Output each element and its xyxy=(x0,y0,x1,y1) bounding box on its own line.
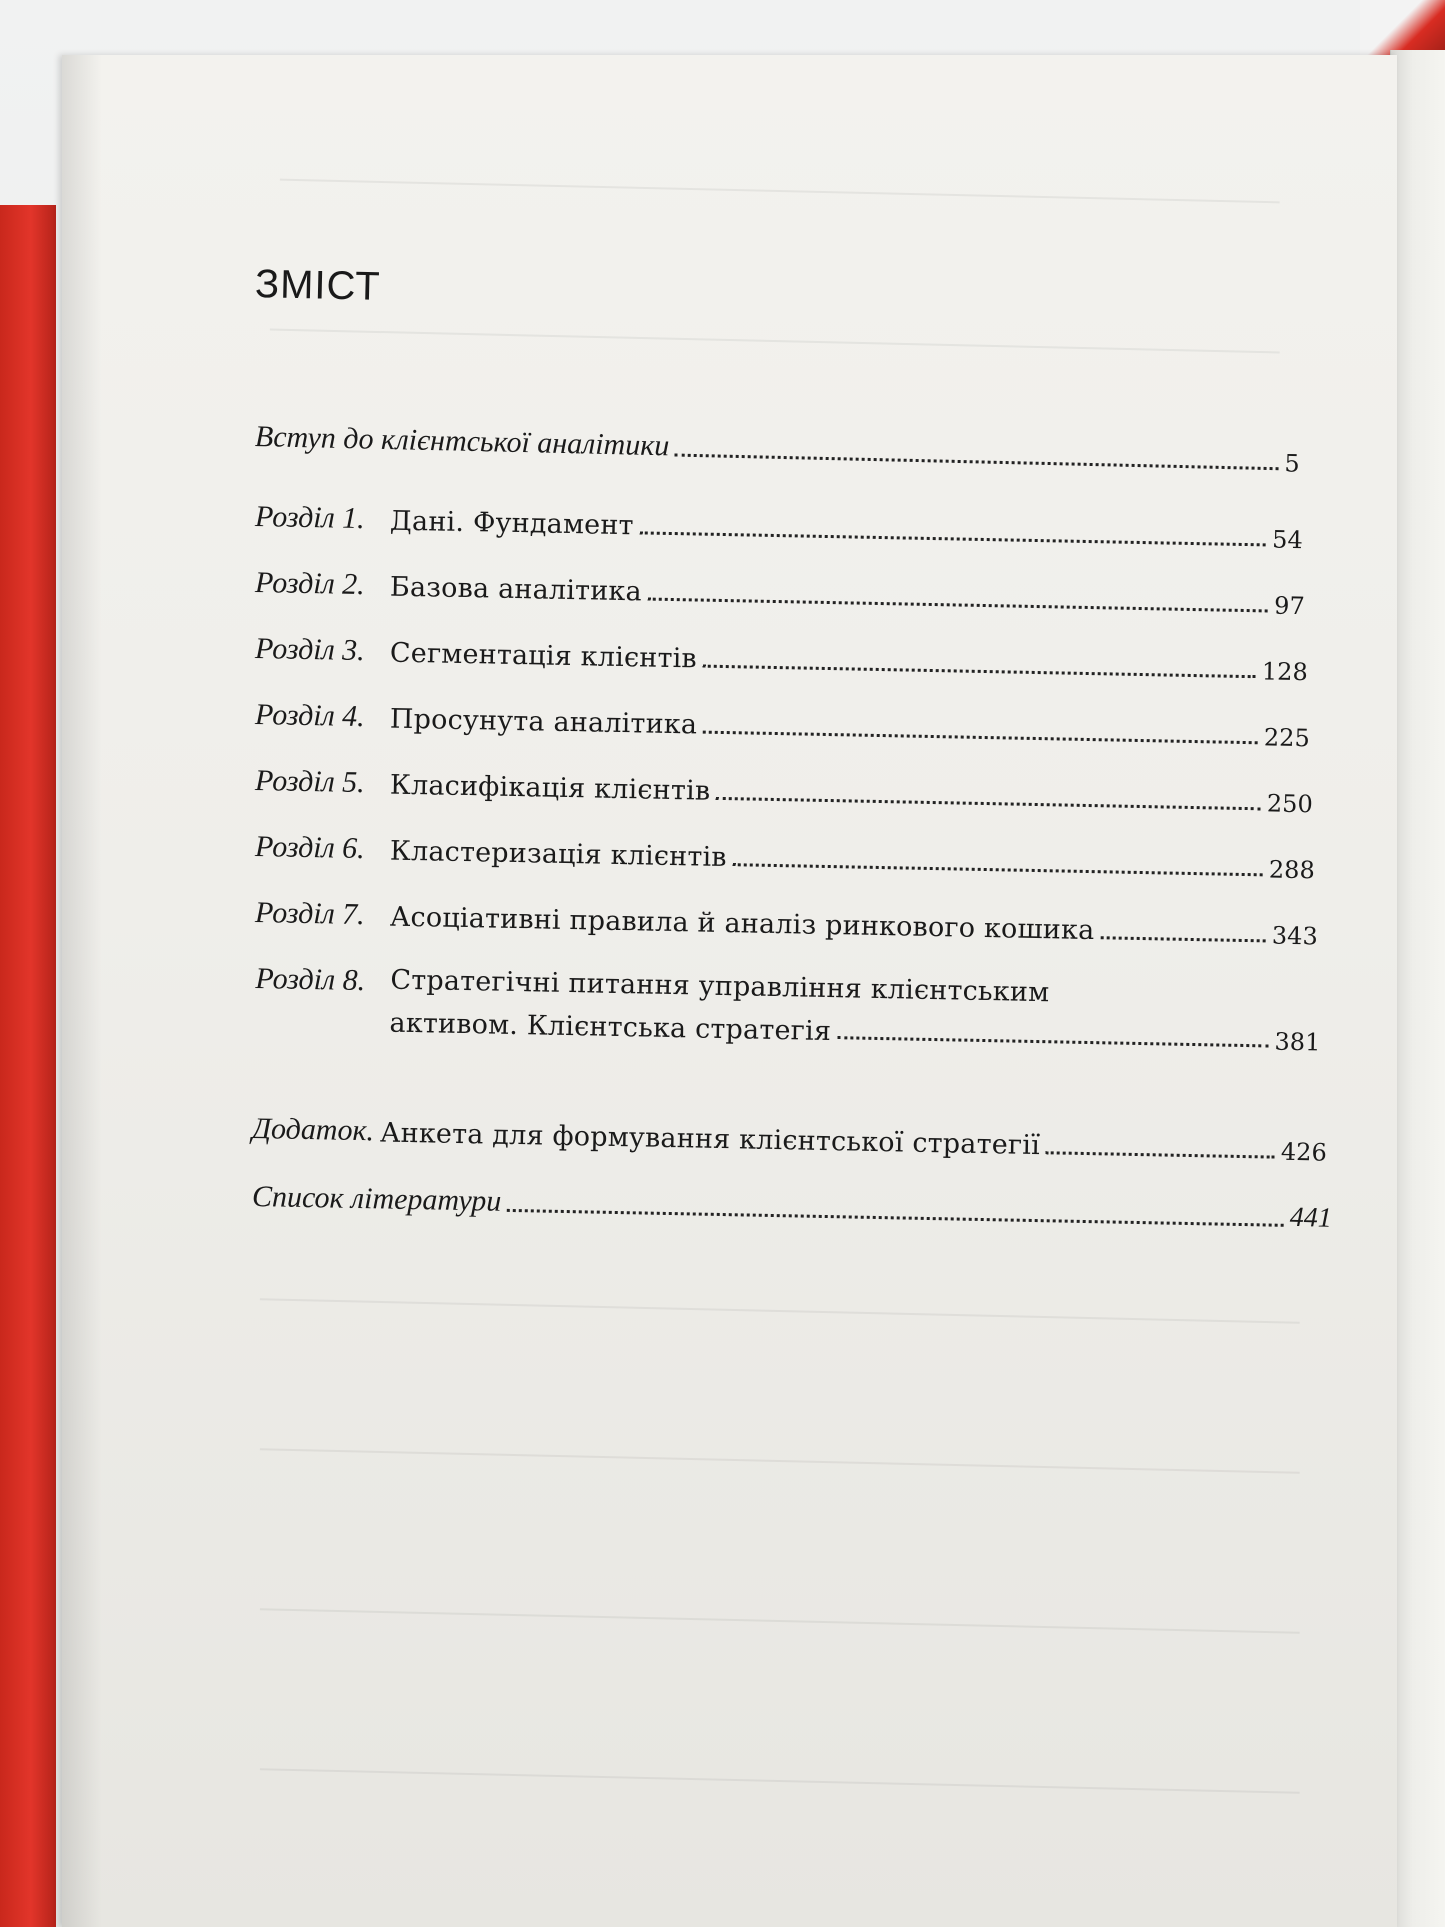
toc-page-number: 381 xyxy=(1274,1027,1321,1056)
chapter-prefix: Розділ 1. xyxy=(254,500,366,536)
appendix-prefix: Додаток. xyxy=(251,1112,375,1148)
toc-page-number: 426 xyxy=(1280,1137,1328,1167)
leader-dots xyxy=(837,1036,1269,1047)
chapter-prefix: Розділ 2. xyxy=(254,566,366,602)
chapter-prefix: Розділ 5. xyxy=(254,764,366,800)
chapter-prefix: Розділ 4. xyxy=(254,698,366,734)
leader-dots xyxy=(703,730,1258,744)
leader-dots xyxy=(640,531,1267,546)
facing-page-edge xyxy=(1390,50,1445,1927)
chapter-title: Сегментація клієнтів xyxy=(389,638,698,675)
leader-dots xyxy=(716,796,1261,809)
toc-page-number: 343 xyxy=(1271,921,1319,951)
chapter-title: Кластеризація клієнтів xyxy=(389,836,728,874)
chapter-title: Асоціативні правила й аналіз ринкового кошика xyxy=(389,902,1095,947)
chapter-title: Просунута аналітика xyxy=(389,704,698,741)
leader-dots xyxy=(703,664,1256,678)
toc-entry-label: Вступ до клієнтської аналітики xyxy=(254,420,670,463)
page-title: ЗМІСТ xyxy=(254,262,382,309)
toc-page-number: 225 xyxy=(1263,723,1311,753)
chapter-title-line-1: Стратегічні питання управління клієнтським xyxy=(390,964,1050,1009)
chapter-title-line-2: активом. Клієнтська стратегія xyxy=(389,1007,832,1048)
chapter-prefix: Розділ 3. xyxy=(254,632,366,668)
leader-dots xyxy=(733,863,1263,876)
chapter-title: Класифікація клієнтів xyxy=(389,770,711,808)
appendix-title: Анкета для формування клієнтської стратегії xyxy=(379,1117,1041,1162)
book-cover-edge xyxy=(0,205,56,1927)
toc-page-number: 288 xyxy=(1268,855,1316,885)
toc-page-number: 250 xyxy=(1266,789,1314,819)
chapter-title: Дані. Фундамент xyxy=(389,506,634,542)
references-label: Список літератури xyxy=(251,1180,502,1218)
leader-dots xyxy=(1046,1151,1275,1158)
chapter-prefix: Розділ 7. xyxy=(254,896,366,932)
toc-page-number: 54 xyxy=(1271,525,1304,555)
toc-page-number: 5 xyxy=(1284,449,1300,478)
leader-dots xyxy=(648,597,1269,612)
toc-page-number: 441 xyxy=(1289,1202,1333,1235)
toc-page-number: 128 xyxy=(1261,657,1309,687)
chapter-title: Базова аналітика xyxy=(389,572,643,608)
chapter-prefix: Розділ 6. xyxy=(254,830,366,866)
chapter-prefix: Розділ 8. xyxy=(255,962,366,998)
leader-dots xyxy=(1100,936,1266,942)
toc-page-number: 97 xyxy=(1273,591,1306,621)
